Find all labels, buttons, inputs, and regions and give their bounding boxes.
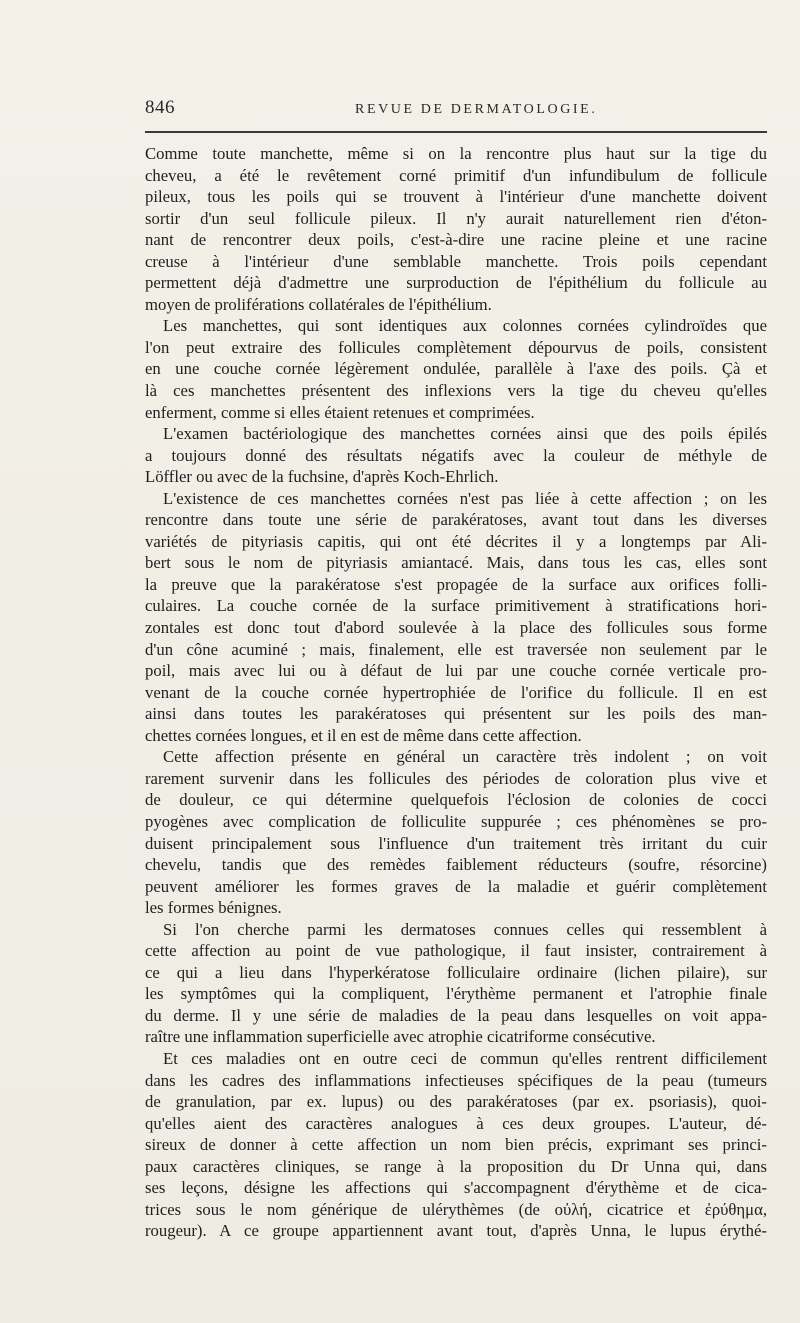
text-line: rarement survenir dans les follicules des périodes de coloration plus vive et [145, 768, 767, 788]
text-line: la preuve que la parakératose s'est propagée de la surface aux orifices folli- [145, 574, 767, 594]
page-number: 846 [145, 97, 175, 118]
text-line: duisent principalement sous l'influence d'un traitement très irritant du cuir [145, 833, 767, 853]
text-line: sortir d'un seul follicule pileux. Il n'y aurait naturellement rien d'éton- [145, 208, 767, 228]
text-line: chevelu, tandis que des remèdes faiblement réducteurs (soufre, résorcine) [145, 855, 767, 875]
text-line: ainsi dans toutes les parakératoses qui présentent sur les poils des man- [145, 704, 767, 724]
text-line: peuvent améliorer les formes graves de la maladie et guérir complètement [145, 876, 767, 896]
text-line: moyen de proliférations collatérales de l'épithélium. [145, 294, 492, 314]
text-line: Löffler ou avec de la fuchsine, d'après Koch-Ehrlich. [145, 467, 499, 487]
text-line: pileux, tous les poils qui se trouvent à l'intérieur d'une manchette doivent [145, 187, 767, 207]
text-line: chettes cornées longues, et il en est de même dans cette affection. [145, 725, 582, 745]
header-rule [145, 131, 767, 133]
text-line: dans les cadres des inflammations infectieuses spécifiques de la peau (tumeurs [145, 1070, 767, 1090]
text-line: L'examen bactériologique des manchettes cornées ainsi que des poils épilés [163, 424, 767, 444]
text-line: d'un cône acuminé ; mais, finalement, elle est traversée non seulement par le [145, 639, 767, 659]
text-line: cheveu, a été le revêtement corné primitif d'un infundibulum de follicule [145, 165, 767, 185]
text-line: L'existence de ces manchettes cornées n'est pas liée à cette affection ; on les [163, 488, 767, 508]
text-line: permettent déjà d'admettre une surproduction de l'épithélium du follicule au [145, 273, 767, 293]
text-line: culaires. La couche cornée de la surface primitivement à stratifications hori- [145, 596, 767, 616]
text-line: de granulation, par ex. lupus) ou des parakératoses (par ex. psoriasis), quoi- [145, 1092, 767, 1112]
text-line: Et ces maladies ont en outre ceci de commun qu'elles rentrent difficilement [163, 1048, 767, 1068]
text-line: a toujours donné des résultats négatifs avec la couleur de méthyle de [145, 445, 767, 465]
text-line: zontales est donc tout d'abord soulevée à la place des follicules sous forme [145, 618, 767, 638]
text-line: trices sous le nom générique de ulérythèmes (de οὐλή, cicatrice et ἐρύθημα, [145, 1199, 767, 1219]
text-line: l'on peut extraire des follicules complètement dépourvus de poils, consistent [145, 337, 767, 357]
text-line: paux caractères cliniques, se range à la proposition du Dr Unna qui, dans [145, 1156, 767, 1176]
text-line: sireux de donner à cette affection un nom bien précis, exprimant ses princi- [145, 1135, 767, 1155]
text-line: ses leçons, désigne les affections qui s'accompagnent d'érythème et de cica- [145, 1178, 767, 1198]
text-line: Si l'on cherche parmi les dermatoses connues celles qui ressemblent à [163, 919, 767, 939]
page-header [145, 97, 767, 127]
text-line: de douleur, ce qui détermine quelquefois l'éclosion de colonies de cocci [145, 790, 767, 810]
text-line: variétés de pityriasis capitis, qui ont été décrites il y a longtemps par Ali- [145, 531, 767, 551]
text-line: poil, mais avec lui ou à défaut de lui par une couche cornée verticale pro- [145, 661, 767, 681]
text-line: Cette affection présente en général un caractère très indolent ; on voit [163, 747, 767, 767]
text-line: Comme toute manchette, même si on la rencontre plus haut sur la tige du [145, 144, 767, 163]
text-line: nant de rencontrer deux poils, c'est-à-dire une racine pleine et une racine [145, 230, 767, 250]
text-line: cette affection au point de vue pathologique, il faut insister, contrairement à [145, 941, 767, 961]
text-line: raître une inflammation superficielle avec atrophie cicatriforme consécutive. [145, 1027, 656, 1047]
text-line: là ces manchettes présentent des inflexions vers la tige du cheveu qu'elles [145, 381, 767, 401]
running-head: REVUE DE DERMATOLOGIE. [355, 102, 598, 117]
text-line: rougeur). A ce groupe appartiennent avant tout, d'après Unna, le lupus érythé- [145, 1221, 767, 1241]
text-line: enferment, comme si elles étaient retenues et comprimées. [145, 402, 535, 422]
body-text [145, 143, 767, 1242]
text-line: bert sous le nom de pityriasis amiantacé. Mais, dans tous les cas, elles sont [145, 553, 767, 573]
text-line: en une couche cornée légèrement ondulée, parallèle à l'axe des poils. Çà et [145, 359, 767, 379]
text-line: ce qui a lieu dans l'hyperkératose folliculaire ordinaire (lichen pilaire), sur [145, 962, 767, 982]
text-line: pyogènes avec complication de folliculite suppurée ; ces phénomènes se pro- [145, 811, 767, 831]
text-line: creuse à l'intérieur d'une semblable manchette. Trois poils cependant [145, 251, 767, 271]
text-line: Les manchettes, qui sont identiques aux colonnes cornées cylindroïdes que [163, 316, 767, 336]
text-line: les formes bénignes. [145, 898, 282, 918]
text-line: du derme. Il y une série de maladies de la peau dans lesquelles on voit appa- [145, 1005, 767, 1025]
text-line: les symptômes qui la compliquent, l'érythème permanent et l'atrophie finale [145, 984, 767, 1004]
text-line: venant de la couche cornée hypertrophiée de l'orifice du follicule. Il en est [145, 682, 767, 702]
text-line: rencontre dans toute une série de parakératoses, avant tout dans les diverses [145, 510, 767, 530]
text-line: qu'elles aient des caractères analogues à ces deux groupes. L'auteur, dé- [145, 1113, 767, 1133]
